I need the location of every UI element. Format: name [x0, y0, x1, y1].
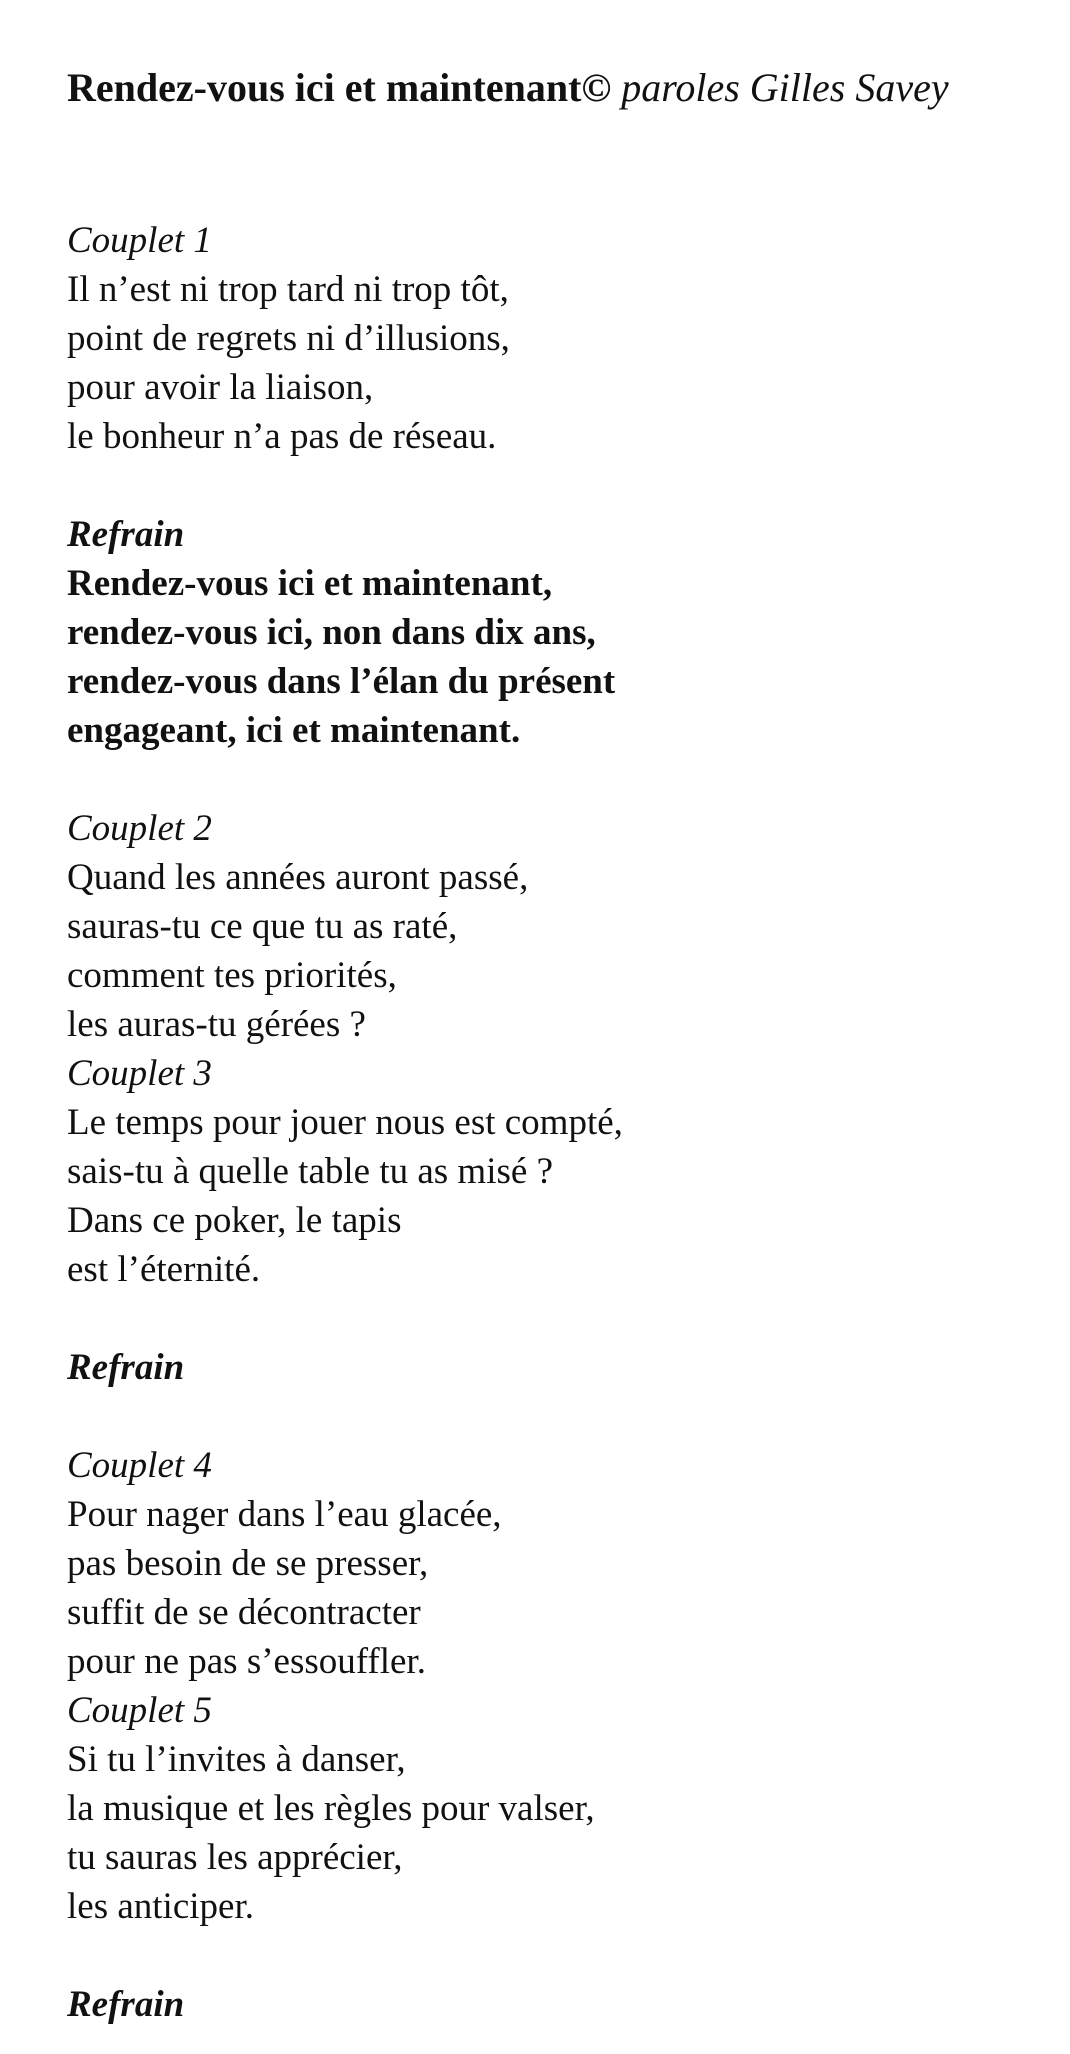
refrain-line: engageant, ici et maintenant. — [67, 710, 521, 751]
verse-line: pour avoir la liaison, — [67, 367, 374, 408]
couplet-5-lines — [67, 1735, 1057, 1931]
song-title — [67, 62, 1057, 114]
spacer — [67, 1392, 1057, 1441]
song-title-main: Rendez-vous ici et maintenant© — [67, 65, 612, 110]
refrain-line: rendez-vous dans l’élan du présent — [67, 661, 616, 702]
verse-line: les anticiper. — [67, 1886, 254, 1927]
verse-line: Quand les années auront passé, — [67, 857, 529, 898]
verse-line: point de regrets ni d’illusions, — [67, 318, 510, 359]
refrain-1-lines — [67, 559, 1057, 755]
spacer — [67, 1931, 1057, 1980]
spacer — [67, 755, 1057, 804]
refrain-line: Rendez-vous ici et maintenant, — [67, 563, 553, 604]
verse-line: pour ne pas s’essouffler. — [67, 1641, 426, 1682]
couplet-3-lines — [67, 1098, 1057, 1294]
couplet-2 — [67, 804, 1057, 1049]
verse-line: pas besoin de se presser, — [67, 1543, 429, 1584]
verse-line: est l’éternité. — [67, 1249, 261, 1290]
spacer — [67, 1294, 1057, 1343]
couplet-4-label: Couplet 4 — [67, 1445, 212, 1486]
refrain-line: rendez-vous ici, non dans dix ans, — [67, 612, 596, 653]
verse-line: tu sauras les apprécier, — [67, 1837, 403, 1878]
spacer — [67, 114, 1057, 216]
lyrics-page — [67, 62, 1057, 2029]
couplet-5 — [67, 1686, 1057, 1931]
couplet-2-label: Couplet 2 — [67, 808, 212, 849]
refrain-3 — [67, 1980, 1057, 2029]
couplet-2-lines — [67, 853, 1057, 1049]
couplet-4 — [67, 1441, 1057, 1686]
spacer — [67, 461, 1057, 510]
couplet-5-label: Couplet 5 — [67, 1690, 212, 1731]
song-credit: paroles Gilles Savey — [611, 65, 949, 110]
refrain-2 — [67, 1343, 1057, 1392]
verse-line: Le temps pour jouer nous est compté, — [67, 1102, 623, 1143]
couplet-4-lines — [67, 1490, 1057, 1686]
couplet-3-label: Couplet 3 — [67, 1053, 212, 1094]
verse-line: la musique et les règles pour valser, — [67, 1788, 595, 1829]
verse-line: sais-tu à quelle table tu as misé ? — [67, 1151, 553, 1192]
couplet-3 — [67, 1049, 1057, 1294]
couplet-1-label: Couplet 1 — [67, 220, 212, 261]
verse-line: Dans ce poker, le tapis — [67, 1200, 402, 1241]
verse-line: comment tes priorités, — [67, 955, 397, 996]
verse-line: suffit de se décontracter — [67, 1592, 421, 1633]
verse-line: le bonheur n’a pas de réseau. — [67, 416, 497, 457]
refrain-1-label: Refrain — [67, 514, 185, 555]
verse-line: sauras-tu ce que tu as raté, — [67, 906, 458, 947]
couplet-1-lines — [67, 265, 1057, 461]
verse-line: Si tu l’invites à danser, — [67, 1739, 406, 1780]
refrain-3-label: Refrain — [67, 1984, 185, 2025]
refrain-2-label: Refrain — [67, 1347, 185, 1388]
refrain-1 — [67, 510, 1057, 755]
verse-line: Pour nager dans l’eau glacée, — [67, 1494, 502, 1535]
couplet-1 — [67, 216, 1057, 461]
verse-line: Il n’est ni trop tard ni trop tôt, — [67, 269, 509, 310]
verse-line: les auras-tu gérées ? — [67, 1004, 366, 1045]
